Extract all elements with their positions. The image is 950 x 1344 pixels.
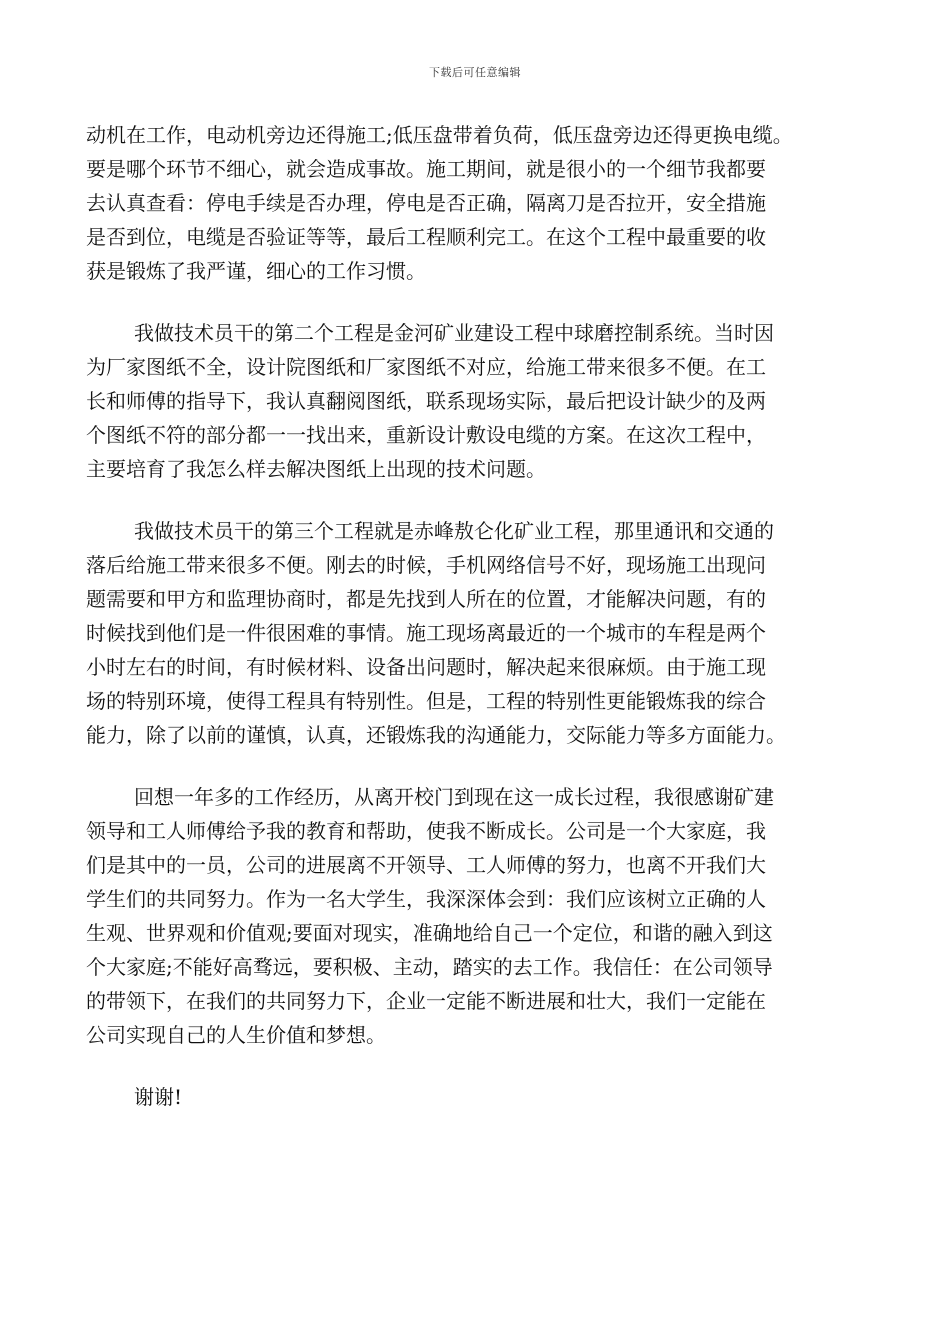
body-text (86, 118, 870, 1142)
text-line: 回想一年多的工作经历，从离开校门到现在这一成长过程，我很感谢矿建 (134, 785, 774, 809)
text-line: 是否到位，电缆是否验证等等，最后工程顺利完工。在这个工程中最重要的收 (86, 225, 766, 249)
text-line: 个大家庭;不能好高骛远，要积极、主动，踏实的去工作。我信任：在公司领导 (86, 955, 773, 979)
text-line: 我做技术员干的第二个工程是金河矿业建设工程中球磨控制系统。当时因 (134, 321, 774, 345)
text-line: 题需要和甲方和监理协商时，都是先找到人所在的位置，才能解决问题，有的 (86, 587, 766, 611)
text-line: 为厂家图纸不全，设计院图纸和厂家图纸不对应，给施工带来很多不便。在工 (86, 355, 766, 379)
paragraph-3 (86, 514, 870, 752)
text-line: 场的特别环境，使得工程具有特别性。但是，工程的特别性更能锻炼我的综合 (86, 689, 766, 713)
header-note: 下载后可任意编辑 (429, 66, 521, 79)
text-line: 谢谢! (134, 1085, 183, 1109)
text-line: 获是锻炼了我严谨，细心的工作习惯。 (86, 259, 426, 283)
text-line: 要是哪个环节不细心，就会造成事故。施工期间，就是很小的一个细节我都要 (86, 157, 766, 181)
text-line: 的带领下，在我们的共同努力下，企业一定能不断进展和壮大，我们一定能在 (86, 989, 766, 1013)
text-line: 我做技术员干的第三个工程就是赤峰敖仑化矿业工程，那里通讯和交通的 (134, 519, 774, 543)
paragraph-2 (86, 316, 870, 486)
text-line: 生观、世界观和价值观;要面对现实，准确地给自己一个定位，和谐的融入到这 (86, 921, 773, 945)
text-line: 时候找到他们是一件很困难的事情。施工现场离最近的一个城市的车程是两个 (86, 621, 766, 645)
text-line: 动机在工作，电动机旁边还得施工;低压盘带着负荷，低压盘旁边还得更换电缆。 (86, 123, 793, 147)
paragraph-4 (86, 780, 870, 1052)
text-line: 公司实现自己的人生价值和梦想。 (86, 1023, 386, 1047)
text-line: 能力，除了以前的谨慎，认真，还锻炼我的沟通能力，交际能力等多方面能力。 (86, 723, 786, 747)
text-line: 个图纸不符的部分都一一找出来，重新设计敷设电缆的方案。在这次工程中， (86, 423, 766, 447)
text-line: 们是其中的一员，公司的进展离不开领导、工人师傅的努力，也离不开我们大 (86, 853, 766, 877)
paragraph-closing (86, 1080, 870, 1114)
text-line: 长和师傅的指导下，我认真翻阅图纸，联系现场实际，最后把设计缺少的及两 (86, 389, 766, 413)
text-line: 学生们的共同努力。作为一名大学生，我深深体会到：我们应该树立正确的人 (86, 887, 766, 911)
text-line: 落后给施工带来很多不便。刚去的时候，手机网络信号不好，现场施工出现问 (86, 553, 766, 577)
text-line: 主要培育了我怎么样去解决图纸上出现的技术问题。 (86, 457, 546, 481)
text-line: 去认真查看：停电手续是否办理，停电是否正确，隔离刀是否拉开，安全措施 (86, 191, 766, 215)
text-line: 领导和工人师傅给予我的教育和帮助，使我不断成长。公司是一个大家庭，我 (86, 819, 766, 843)
paragraph-1 (86, 118, 870, 288)
text-line: 小时左右的时间，有时候材料、设备出问题时，解决起来很麻烦。由于施工现 (86, 655, 766, 679)
